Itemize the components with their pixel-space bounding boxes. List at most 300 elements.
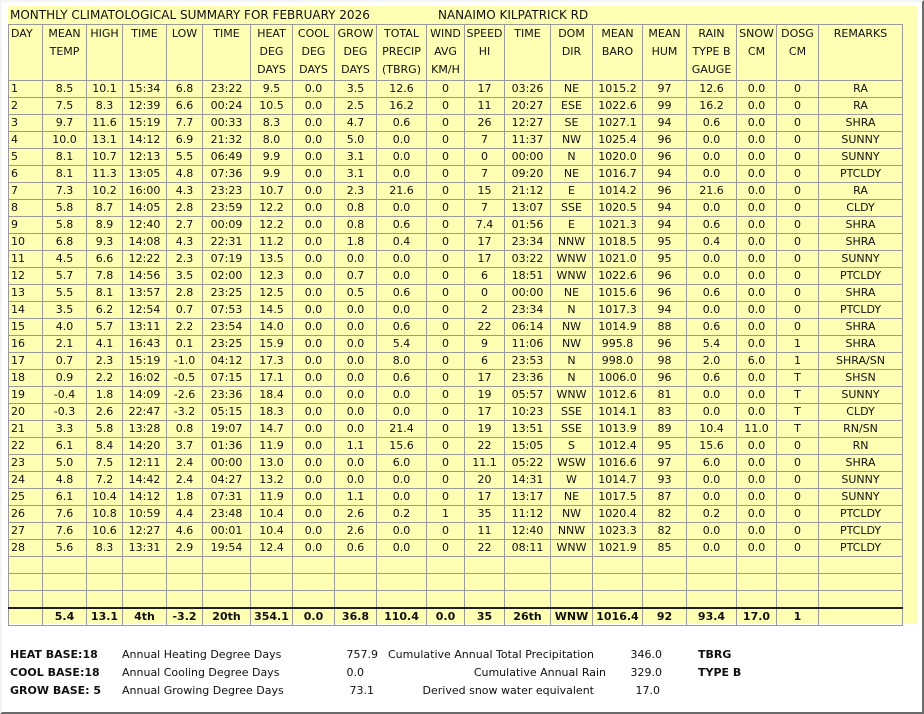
table-cell: 15:05: [505, 438, 551, 455]
table-cell: 5.0: [43, 455, 87, 472]
table-cell: 2.4: [167, 472, 203, 489]
table-cell: 0.0: [377, 540, 427, 557]
summary-cell: 354.1: [251, 608, 293, 626]
table-cell: 0.0: [737, 115, 777, 132]
table-cell: 99: [643, 98, 687, 115]
table-cell: 0: [427, 81, 465, 98]
table-cell: 82: [643, 523, 687, 540]
table-cell: 1: [777, 353, 819, 370]
table-cell: 15.9: [251, 336, 293, 353]
blank-cell: [251, 574, 293, 591]
table-cell: 6.8: [43, 234, 87, 251]
column-header-line: TYPE B: [692, 45, 731, 58]
table-cell: 0: [777, 540, 819, 557]
table-cell: 14:08: [123, 234, 167, 251]
column-header-line: TIME: [514, 27, 541, 40]
table-cell: 14:12: [123, 489, 167, 506]
table-cell: 6.0: [377, 455, 427, 472]
table-cell: 1021.3: [593, 217, 643, 234]
table-cell: 13: [9, 285, 43, 302]
table-cell: 0.0: [293, 200, 335, 217]
table-cell: 0: [777, 523, 819, 540]
table-cell: 11:37: [505, 132, 551, 149]
table-cell: 13.2: [251, 472, 293, 489]
column-header-line: COOL: [297, 27, 330, 40]
table-cell: 0.0: [293, 404, 335, 421]
table-cell: 1: [9, 81, 43, 98]
table-cell: 07:53: [203, 302, 251, 319]
table-cell: 23:36: [203, 387, 251, 404]
blank-cell: [737, 557, 777, 574]
table-cell: 0.0: [335, 353, 377, 370]
table-cell: 12.6: [687, 81, 737, 98]
blank-cell: [737, 574, 777, 591]
blank-cell: [377, 574, 427, 591]
table-cell: NNW: [551, 523, 593, 540]
table-cell: 19: [465, 421, 505, 438]
table-cell: 1.8: [167, 489, 203, 506]
table-cell: 8.9: [87, 217, 123, 234]
table-cell: 21.4: [377, 421, 427, 438]
table-cell: 2.3: [335, 183, 377, 200]
table-cell: 10.4: [87, 489, 123, 506]
column-header: [465, 25, 505, 81]
blank-cell: [593, 591, 643, 609]
cum-rain-label: Cumulative Annual Rain: [473, 666, 606, 679]
table-cell: 14.7: [251, 421, 293, 438]
column-header-line: [737, 61, 776, 79]
blank-cell: [427, 574, 465, 591]
table-cell: 0.0: [737, 387, 777, 404]
blank-cell: [377, 591, 427, 609]
table-cell: 0.0: [737, 183, 777, 200]
table-cell: 2: [465, 302, 505, 319]
column-header-line: TEMP: [49, 45, 80, 58]
table-cell: 1012.4: [593, 438, 643, 455]
table-cell: 13.5: [251, 251, 293, 268]
table-cell: 82: [643, 506, 687, 523]
table-cell: 13:28: [123, 421, 167, 438]
table-cell: 4.6: [167, 523, 203, 540]
table-row: [9, 115, 903, 132]
table-cell: 0: [777, 319, 819, 336]
table-cell: 6: [465, 268, 505, 285]
table-cell: 1013.9: [593, 421, 643, 438]
table-cell: 5.4: [377, 336, 427, 353]
table-cell: 0: [777, 455, 819, 472]
table-cell: 2: [9, 98, 43, 115]
blank-cell: [687, 574, 737, 591]
table-cell: RA: [819, 183, 903, 200]
table-row: [9, 81, 903, 98]
blank-cell: [123, 591, 167, 609]
table-cell: 0.8: [167, 421, 203, 438]
column-header: [167, 25, 203, 81]
table-row: [9, 523, 903, 540]
table-cell: 0.7: [335, 268, 377, 285]
table-cell: NW: [551, 319, 593, 336]
table-cell: 17: [465, 81, 505, 98]
table-cell: NE: [551, 489, 593, 506]
blank-cell: [777, 591, 819, 609]
table-cell: 0: [777, 98, 819, 115]
column-header-line: SPEED: [466, 27, 503, 40]
column-header-line: SNOW: [739, 27, 774, 40]
table-cell: 05:57: [505, 387, 551, 404]
table-cell: 11.6: [87, 115, 123, 132]
table-cell: 0.0: [737, 251, 777, 268]
column-header: [293, 25, 335, 81]
grow-base: GROW BASE: 5: [10, 684, 102, 697]
table-cell: 2.5: [335, 98, 377, 115]
summary-cell: 5.4: [43, 608, 87, 626]
blank-cell: [335, 557, 377, 574]
table-cell: 0.0: [335, 455, 377, 472]
column-header-line: LOW: [171, 27, 198, 40]
table-cell: N: [551, 353, 593, 370]
table-row: [9, 200, 903, 217]
table-cell: 6.1: [43, 489, 87, 506]
table-cell: 97: [643, 81, 687, 98]
summary-cell: 35: [465, 608, 505, 626]
blank-cell: [251, 557, 293, 574]
table-cell: 0.0: [293, 81, 335, 98]
table-cell: 0.0: [293, 234, 335, 251]
table-cell: 6.0: [737, 353, 777, 370]
table-cell: 0: [427, 489, 465, 506]
table-cell: 7.6: [43, 523, 87, 540]
table-cell: 7.2: [87, 472, 123, 489]
table-cell: 13:31: [123, 540, 167, 557]
table-cell: 0.0: [687, 149, 737, 166]
table-cell: 0.0: [335, 387, 377, 404]
column-header-line: [505, 43, 550, 61]
blank-cell: [43, 591, 87, 609]
table-cell: 8.1: [43, 149, 87, 166]
table-cell: 0: [427, 166, 465, 183]
table-cell: 10.1: [87, 81, 123, 98]
column-header-line: CM: [788, 45, 807, 58]
table-row: [9, 472, 903, 489]
table-cell: 14:12: [123, 132, 167, 149]
table-cell: 13.1: [87, 132, 123, 149]
table-cell: SSE: [551, 200, 593, 217]
table-cell: 12.4: [251, 540, 293, 557]
column-header-line: [203, 61, 250, 79]
table-row: [9, 132, 903, 149]
table-cell: SHRA/SN: [819, 353, 903, 370]
table-cell: 0: [427, 438, 465, 455]
table-cell: 4.7: [335, 115, 377, 132]
table-cell: 0.8: [335, 217, 377, 234]
column-header-line: DAYS: [341, 63, 370, 76]
table-cell: 1.1: [335, 489, 377, 506]
column-header-line: [505, 61, 550, 79]
table-cell: 0.0: [293, 455, 335, 472]
table-cell: 23:53: [505, 353, 551, 370]
column-header-line: HI: [478, 45, 491, 58]
table-cell: 0: [777, 472, 819, 489]
table-cell: 21:12: [505, 183, 551, 200]
table-cell: 0.0: [293, 523, 335, 540]
table-cell: SUNNY: [819, 149, 903, 166]
summary-cell: 36.8: [335, 608, 377, 626]
table-row: [9, 285, 903, 302]
table-cell: 0.0: [737, 336, 777, 353]
table-cell: 6: [9, 166, 43, 183]
table-cell: 16.2: [687, 98, 737, 115]
table-cell: 0.9: [43, 370, 87, 387]
table-cell: 2.6: [87, 404, 123, 421]
blank-cell: [505, 574, 551, 591]
table-cell: 97: [643, 455, 687, 472]
table-cell: 0: [777, 81, 819, 98]
table-cell: T: [777, 404, 819, 421]
table-cell: E: [551, 217, 593, 234]
table-cell: 13:07: [505, 200, 551, 217]
column-header-line: GAUGE: [691, 63, 732, 76]
table-cell: 2.2: [87, 370, 123, 387]
table-cell: 0.0: [687, 387, 737, 404]
table-cell: 0.0: [737, 506, 777, 523]
table-cell: 4.8: [167, 166, 203, 183]
table-cell: 0.0: [335, 472, 377, 489]
table-cell: 1022.6: [593, 98, 643, 115]
table-cell: 0.0: [293, 115, 335, 132]
table-cell: 0.0: [377, 132, 427, 149]
table-cell: 8.3: [251, 115, 293, 132]
table-cell: 2.0: [687, 353, 737, 370]
table-row: [9, 183, 903, 200]
table-cell: 23:48: [203, 506, 251, 523]
column-header-line: [87, 43, 122, 61]
table-cell: 17.3: [251, 353, 293, 370]
cum-precip-value: 346.0: [630, 648, 662, 661]
table-cell: 13:17: [505, 489, 551, 506]
column-header-line: HIGH: [90, 27, 119, 40]
table-cell: 4.4: [167, 506, 203, 523]
table-cell: 96: [643, 336, 687, 353]
table-cell: 1023.3: [593, 523, 643, 540]
table-cell: 16.2: [377, 98, 427, 115]
summary-cell: 26th: [505, 608, 551, 626]
table-row: [9, 370, 903, 387]
table-cell: 0.6: [687, 217, 737, 234]
table-cell: 0: [427, 472, 465, 489]
table-cell: 0.0: [293, 438, 335, 455]
table-cell: 16: [9, 336, 43, 353]
table-cell: 0: [427, 115, 465, 132]
table-cell: 0: [427, 353, 465, 370]
table-cell: 0: [427, 540, 465, 557]
table-cell: 07:31: [203, 489, 251, 506]
table-cell: 23: [9, 455, 43, 472]
table-cell: 0.0: [737, 540, 777, 557]
table-cell: 13:57: [123, 285, 167, 302]
table-cell: 12:27: [505, 115, 551, 132]
table-cell: 17: [465, 404, 505, 421]
table-cell: 12.2: [251, 217, 293, 234]
summary-cell: 1016.4: [593, 608, 643, 626]
column-header-line: [643, 61, 686, 79]
table-cell: 17: [465, 370, 505, 387]
column-header-line: BARO: [601, 45, 634, 58]
table-cell: PTCLDY: [819, 506, 903, 523]
table-cell: -0.3: [43, 404, 87, 421]
table-cell: 0.0: [293, 489, 335, 506]
table-cell: 07:19: [203, 251, 251, 268]
heat-base: HEAT BASE:18: [10, 648, 98, 661]
table-cell: 15.6: [377, 438, 427, 455]
table-cell: 0: [427, 234, 465, 251]
table-cell: 19: [465, 387, 505, 404]
table-cell: 0.0: [377, 268, 427, 285]
table-cell: 26: [465, 115, 505, 132]
table-cell: 23:25: [203, 336, 251, 353]
table-cell: 11: [9, 251, 43, 268]
blank-cell: [777, 557, 819, 574]
table-cell: 14.5: [251, 302, 293, 319]
column-header: [123, 25, 167, 81]
table-cell: 04:12: [203, 353, 251, 370]
table-cell: 3.1: [335, 166, 377, 183]
table-cell: 8.3: [87, 540, 123, 557]
table-cell: 03:26: [505, 81, 551, 98]
table-cell: -1.0: [167, 353, 203, 370]
table-cell: CLDY: [819, 404, 903, 421]
table-cell: 15: [465, 183, 505, 200]
table-cell: 0.0: [293, 353, 335, 370]
column-header-line: DAYS: [299, 63, 328, 76]
title-bar: [8, 6, 918, 24]
table-cell: 0.0: [737, 319, 777, 336]
table-cell: 94: [643, 166, 687, 183]
column-header-line: [123, 61, 166, 79]
blank-cell: [9, 557, 43, 574]
column-header-line: DIR: [561, 45, 582, 58]
table-cell: 0.6: [377, 217, 427, 234]
table-cell: 0.6: [377, 285, 427, 302]
table-cell: 08:11: [505, 540, 551, 557]
blank-cell: [643, 557, 687, 574]
table-cell: 4.8: [43, 472, 87, 489]
table-cell: 2.2: [167, 319, 203, 336]
table-cell: 15:34: [123, 81, 167, 98]
snow-water-label: Derived snow water equivalent: [422, 684, 594, 697]
table-row: [9, 149, 903, 166]
table-cell: 0.0: [293, 370, 335, 387]
table-cell: 0.0: [293, 336, 335, 353]
table-row: [9, 217, 903, 234]
table-row: [9, 421, 903, 438]
table-cell: 2.6: [335, 506, 377, 523]
column-header-line: DEG: [343, 45, 368, 58]
column-header: [643, 25, 687, 81]
table-cell: 1014.2: [593, 183, 643, 200]
column-header-line: [43, 61, 86, 79]
table-cell: PTCLDY: [819, 268, 903, 285]
column-header-line: [167, 43, 202, 61]
table-cell: SUNNY: [819, 387, 903, 404]
table-cell: 5.8: [43, 217, 87, 234]
table-cell: 0: [427, 149, 465, 166]
column-header-line: DAYS: [257, 63, 286, 76]
table-cell: 13:51: [505, 421, 551, 438]
table-row: [9, 319, 903, 336]
table-cell: 0: [427, 319, 465, 336]
table-cell: 0.0: [737, 132, 777, 149]
table-cell: 1012.6: [593, 387, 643, 404]
table-cell: 2.9: [167, 540, 203, 557]
table-cell: 0.0: [335, 251, 377, 268]
station-name: NANAIMO KILPATRICK RD: [438, 8, 589, 22]
table-cell: 0.0: [737, 149, 777, 166]
table-cell: 1021.9: [593, 540, 643, 557]
table-cell: 1014.1: [593, 404, 643, 421]
table-cell: 0: [777, 217, 819, 234]
table-cell: 0.0: [687, 200, 737, 217]
table-cell: 0: [427, 523, 465, 540]
table-cell: 00:00: [505, 149, 551, 166]
column-header-line: CM: [747, 45, 766, 58]
column-header: [251, 25, 293, 81]
table-cell: 19: [9, 387, 43, 404]
table-cell: RN: [819, 438, 903, 455]
table-cell: NE: [551, 166, 593, 183]
column-header-line: TOTAL: [384, 27, 419, 40]
table-cell: 2.4: [167, 455, 203, 472]
table-cell: PTCLDY: [819, 540, 903, 557]
table-cell: 7: [9, 183, 43, 200]
table-cell: 5.7: [43, 268, 87, 285]
table-cell: 23:22: [203, 81, 251, 98]
summary-cell: 4th: [123, 608, 167, 626]
table-cell: 0: [777, 506, 819, 523]
report-title: MONTHLY CLIMATOLOGICAL SUMMARY FOR FEBRUARY 2026: [10, 8, 370, 22]
table-cell: 1014.9: [593, 319, 643, 336]
table-cell: 0.0: [335, 302, 377, 319]
column-header-line: DAY: [11, 27, 33, 40]
table-cell: 87: [643, 489, 687, 506]
table-cell: 9.9: [251, 149, 293, 166]
column-header-line: [203, 43, 250, 61]
table-cell: 15.6: [687, 438, 737, 455]
table-cell: 02:00: [203, 268, 251, 285]
table-cell: 83: [643, 404, 687, 421]
column-header: [203, 25, 251, 81]
table-cell: 23:34: [505, 302, 551, 319]
table-cell: 5.7: [87, 319, 123, 336]
blank-cell: [687, 557, 737, 574]
table-cell: 0.6: [377, 319, 427, 336]
blank-cell: [593, 557, 643, 574]
blank-cell: [551, 574, 593, 591]
table-cell: 7.4: [465, 217, 505, 234]
table-cell: SHRA: [819, 234, 903, 251]
table-cell: 0.8: [335, 200, 377, 217]
blank-cell: [87, 557, 123, 574]
table-cell: 96: [643, 285, 687, 302]
blank-cell: [427, 557, 465, 574]
table-cell: NW: [551, 336, 593, 353]
table-cell: 0.0: [687, 489, 737, 506]
table-cell: 0: [427, 200, 465, 217]
table-cell: WNW: [551, 540, 593, 557]
table-cell: 1018.5: [593, 234, 643, 251]
table-cell: PTCLDY: [819, 302, 903, 319]
table-cell: 8: [9, 200, 43, 217]
table-cell: 18: [9, 370, 43, 387]
